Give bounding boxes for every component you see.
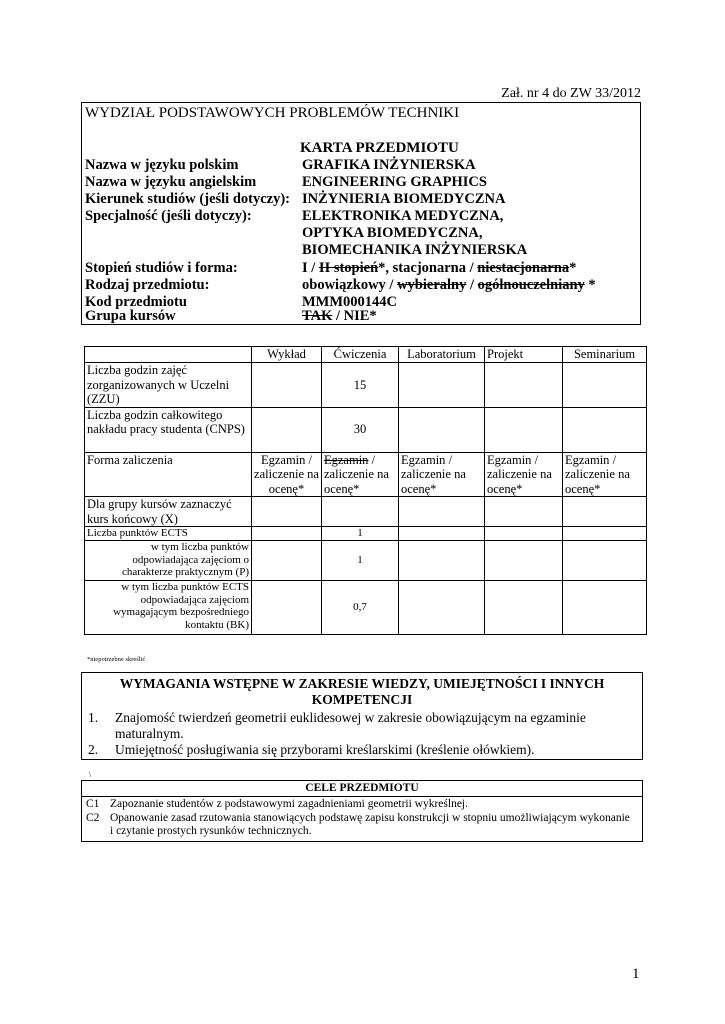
col-exercises: Ćwiczenia [322,347,399,363]
assessment-rest: zaliczenie na ocenę* [487,467,552,496]
cell [485,581,563,635]
cell [563,407,647,452]
row-label-zzu: Liczba godzin zajęć zorganizowanych w Uczelni (ZZU) [85,363,252,408]
slash: / [445,452,453,467]
slash: / [609,452,617,467]
row-label-ects: Liczba punktów ECTS [85,527,252,541]
group-part: / NIE* [332,308,377,324]
label-specialty: Specjalność (jeśli dotyczy): [85,208,252,224]
cell [399,497,485,527]
item-number: 2. [88,742,99,757]
degree-part: I / [302,260,319,276]
cell-assessment-seminar [563,452,647,497]
table-row [85,407,647,452]
list-item [88,710,586,742]
requirements-title-line1: WYMAGANIA WSTĘPNE W ZAKRESIE WIEDZY, UMIEJĘTNOŚCI I INNYCH [119,676,605,691]
degree-struck: II stopień [318,260,379,276]
item-text-cont: maturalnym. [115,726,184,741]
type-struck: wybieralny [397,277,467,293]
objective-code: C1 [86,798,100,810]
cell [252,581,322,635]
cell [322,497,399,527]
value-specialty-3: BIOMECHANIKA INŻYNIERSKA [302,242,528,258]
item-number: 1. [88,710,99,725]
exam-word: Egzamin [487,452,532,467]
value-specialty-2: OPTYKA BIOMEDYCZNA, [302,225,483,241]
header-corner [85,347,252,363]
row-label-direct-contact: w tym liczba punktów ECTS odpowiadająca zajęciom wymagającym bezpośredniego kontaktu (BK) [85,581,252,635]
type-part: / [466,277,478,293]
course-header-box [81,102,641,325]
cell [252,407,322,452]
objective-text: Opanowanie zasad rzutowania stanowiących podstawę zapisu konstrukcji w stopniu umożliwiającym wykonanie i czytanie prostych rysunków technicznych. [110,812,630,837]
cell [252,527,322,541]
cell [485,541,563,581]
cell-assessment-exercises [322,452,399,497]
label-course-code: Kod przedmiotu [85,294,187,310]
list-item [86,798,630,811]
degree-part: *, stacjonarna / [378,260,478,276]
cell [563,363,647,408]
cell-assessment-project [485,452,563,497]
label-field-of-study: Kierunek studiów (jeśli dotyczy): [85,191,290,207]
objective-code: C2 [86,812,100,824]
cell [252,497,322,527]
row-label-cnps: Liczba godzin całkowitego nakładu pracy studenta (CNPS) [85,407,252,452]
degree-part: * [569,260,577,276]
cell [563,527,647,541]
value-specialty-1: ELEKTRONIKA MEDYCZNA, [302,208,504,224]
list-item [86,812,630,838]
type-part: * [584,277,596,293]
requirements-title-line2: KOMPETENCJI [311,692,413,707]
cell [252,541,322,581]
type-struck: ogólnouczelniany [477,277,585,293]
hours-table [84,346,647,635]
exam-word: Egzamin [260,452,306,467]
cell [563,541,647,581]
exam-word: Egzamin [565,452,610,467]
list-item [88,742,535,758]
value-course-code: MMM000144C [302,294,398,310]
cell [485,407,563,452]
row-label-final-course: Dla grupy kursów zaznaczyć kurs końcowy (X) [85,497,252,527]
assessment-rest: zaliczenie na ocenę* [565,467,630,496]
slash: / [368,452,376,467]
faculty-name: WYDZIAŁ PODSTAWOWYCH PROBLEMÓW TECHNIKI [85,105,460,121]
table-row [85,541,647,581]
value-english-name: ENGINEERING GRAPHICS [302,174,487,190]
cell [399,363,485,408]
form-struck: niestacjonarna [477,260,570,276]
requirements-box [81,672,643,760]
cell [399,407,485,452]
cell-assessment-lab [399,452,485,497]
assessment-rest: zaliczenie na ocenę* [401,467,466,496]
cell [563,497,647,527]
objectives-box [81,780,643,842]
table-row [85,452,647,497]
group-struck: TAK [302,308,333,324]
cell-cnps-exercises: 30 [322,407,399,452]
cell [399,527,485,541]
cell-ects-exercises: 1 [322,527,399,541]
cell [485,497,563,527]
item-text: Umiejętność posługiwania się przyborami kreślarskimi (kreślenie ołówkiem). [115,742,535,757]
value-course-type [302,277,596,294]
assessment-rest: zaliczenie na ocenę* [254,467,319,496]
cell [485,363,563,408]
cell [485,527,563,541]
value-course-group [302,308,377,325]
slash: / [531,452,539,467]
table-row [85,527,647,541]
table-row [85,581,647,635]
value-polish-name: GRAFIKA INŻYNIERSKA [302,157,476,173]
label-course-group: Grupa kursów [85,308,176,324]
label-english-name: Nazwa w języku angielskim [85,174,257,190]
label-polish-name: Nazwa w języku polskim [85,157,239,173]
cell-practical-exercises: 1 [322,541,399,581]
stray-mark: \ [89,770,92,779]
table-header-row [85,347,647,363]
cell-direct-contact-exercises: 0,7 [322,581,399,635]
requirements-title [82,676,642,708]
type-part: obowiązkowy / [302,277,398,293]
objectives-title: CELE PRZEDMIOTU [82,781,642,797]
assessment-rest: zaliczenie na ocenę* [324,467,389,496]
col-laboratory: Laboratorium [399,347,485,363]
row-label-assessment: Forma zaliczenia [85,452,252,497]
cell-assessment-lecture [252,452,322,497]
col-project: Projekt [485,347,563,363]
table-row [85,363,647,408]
annex-note: Zał. nr 4 do ZW 33/2012 [501,86,641,101]
cell [399,541,485,581]
cell [399,581,485,635]
exam-word: Egzamin [401,452,446,467]
cell [252,363,322,408]
value-field-of-study: INŻYNIERIA BIOMEDYCZNA [302,191,506,207]
card-title: KARTA PRZEDMIOTU [300,140,459,156]
row-label-practical: w tym liczba punktów odpowiadająca zajęciom o charakterze praktycznym (P) [85,541,252,581]
cell [563,581,647,635]
page-number: 1 [632,966,640,982]
value-degree [302,260,576,277]
cell-zzu-exercises: 15 [322,363,399,408]
exam-word-struck: Egzamin [324,452,369,467]
slash: / [305,452,313,467]
label-degree: Stopień studiów i forma: [85,260,238,276]
item-text: Znajomość twierdzeń geometrii euklidesowej w zakresie obowiązującym na egzaminie [115,710,586,725]
label-course-type: Rodzaj przedmiotu: [85,277,210,293]
col-lecture: Wykład [252,347,322,363]
table-row [85,497,647,527]
footnote: *niepotrzebne skreślić [87,656,146,663]
col-seminar: Seminarium [563,347,647,363]
objective-text: Zapoznanie studentów z podstawowymi zagadnieniami geometrii wykreślnej. [110,798,468,810]
